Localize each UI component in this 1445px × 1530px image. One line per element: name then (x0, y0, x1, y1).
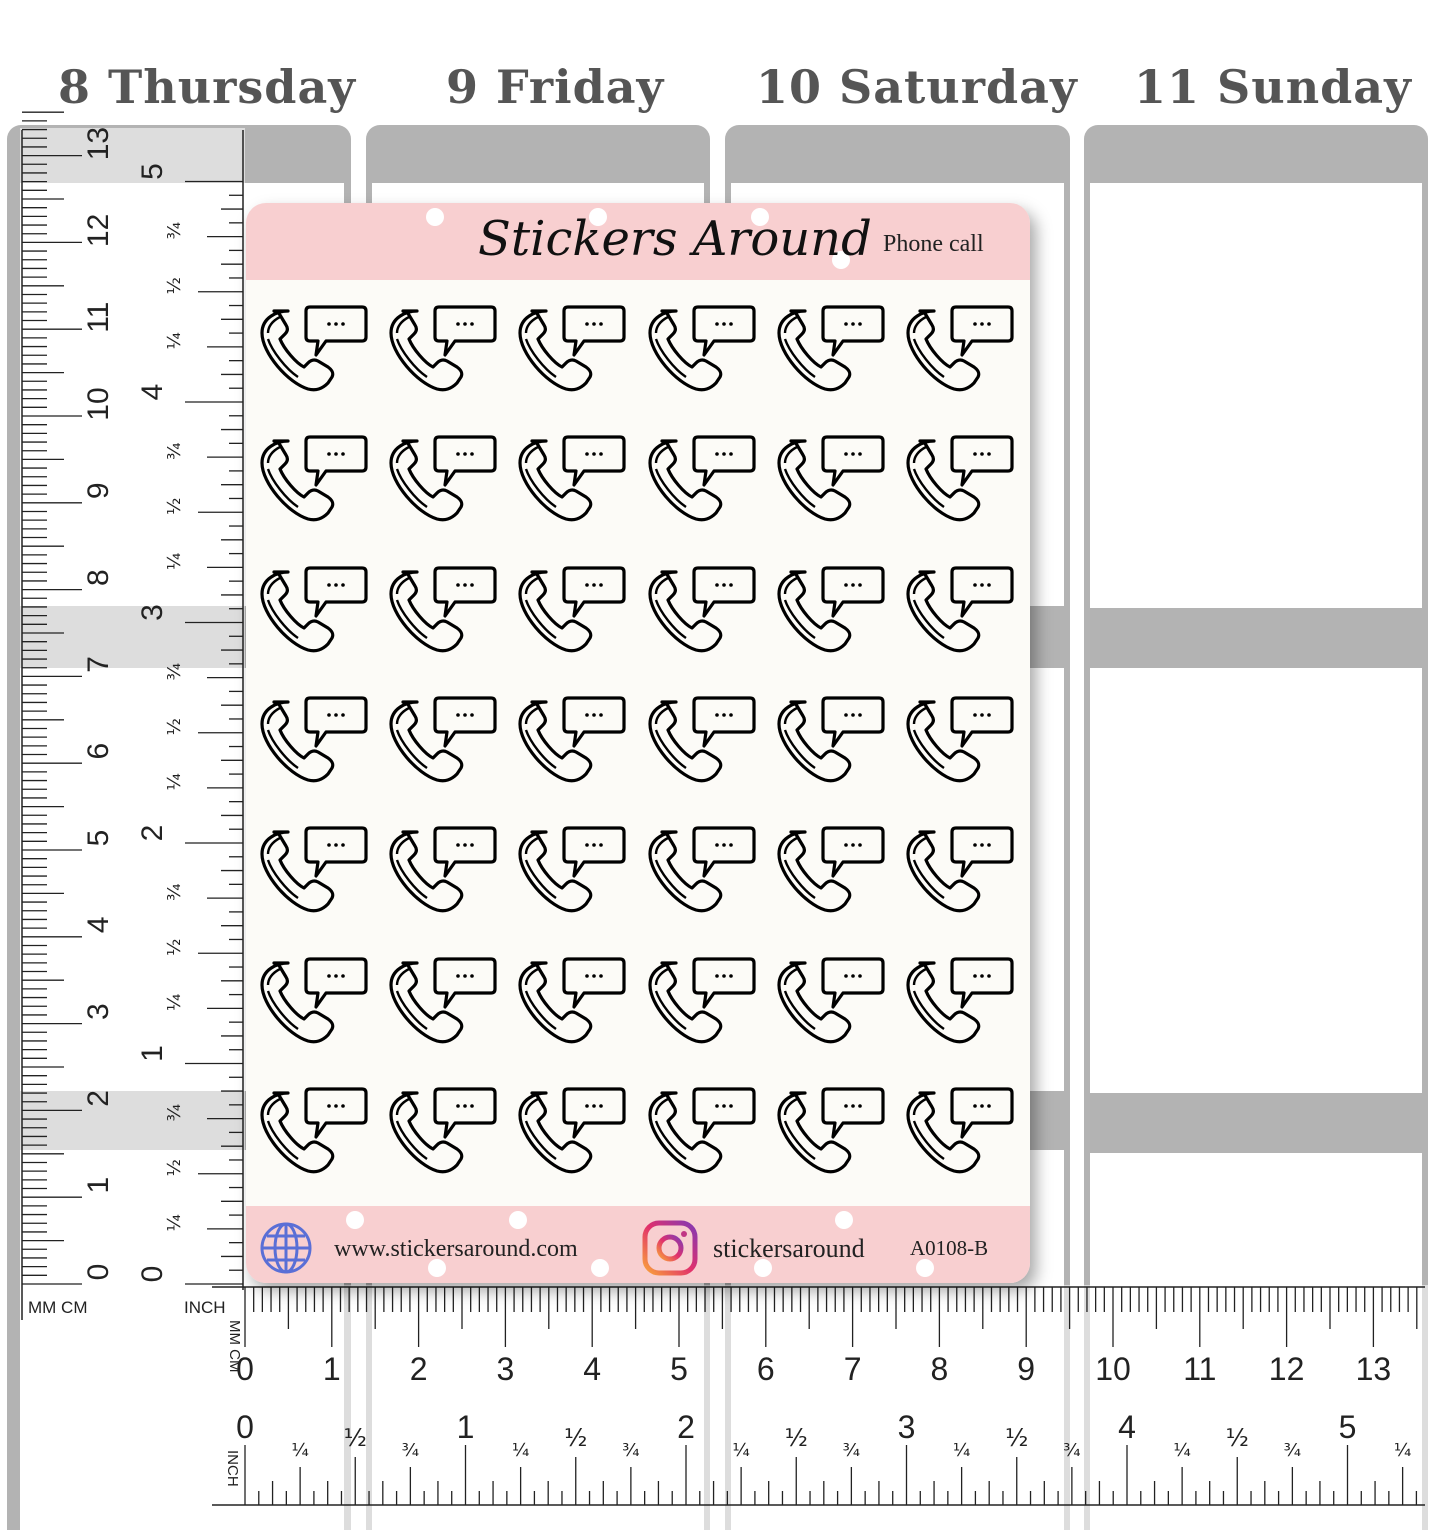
horizontal-unit-label: INCH (224, 1450, 241, 1487)
horizontal-inch-label: 2 (677, 1409, 695, 1445)
vertical-cm-label: 3 (82, 1003, 115, 1020)
instagram-handle[interactable]: stickersaround (713, 1234, 865, 1263)
phone-chat-icon (646, 824, 756, 919)
horizontal-cm-label: 7 (843, 1351, 862, 1387)
phone-chat-icon (904, 303, 1014, 398)
phone-chat-icon (646, 433, 756, 528)
vertical-unit-label: INCH (184, 1298, 226, 1317)
vertical-fraction-label: ¾ (164, 662, 185, 681)
phone-chat-icon (516, 433, 626, 528)
horizontal-ruler-body (212, 1285, 1432, 1530)
horizontal-cm-label: 10 (1095, 1351, 1131, 1387)
horizontal-cm-label: 11 (1183, 1351, 1217, 1387)
vertical-fraction-label: ½ (164, 497, 185, 515)
sheet-name: Phone call (883, 231, 984, 257)
phone-chat-icon (387, 564, 497, 659)
vertical-cm-label: 5 (82, 829, 115, 847)
footer-dot (916, 1259, 934, 1277)
vertical-inch-label: 2 (136, 824, 169, 842)
phone-chat-icon (646, 955, 756, 1050)
phone-chat-icon (387, 955, 497, 1050)
phone-chat-icon (258, 433, 368, 528)
vertical-cm-label: 0 (82, 1263, 115, 1281)
phone-chat-icon (646, 303, 756, 398)
horizontal-fraction-label: ¼ (732, 1440, 750, 1461)
horizontal-cm-label: 3 (496, 1351, 515, 1387)
globe-icon (258, 1220, 314, 1276)
vertical-cm-label: 1 (82, 1176, 115, 1194)
phone-chat-icon (258, 564, 368, 659)
horizontal-fraction-label: ¾ (622, 1440, 640, 1461)
vertical-fraction-label: ¼ (164, 552, 185, 571)
horizontal-fraction-label: ¾ (1063, 1440, 1081, 1461)
horizontal-cm-label: 12 (1268, 1351, 1305, 1387)
horizontal-cm-label: 9 (1017, 1351, 1036, 1387)
phone-chat-icon (775, 824, 885, 919)
horizontal-fraction-label: ¼ (1173, 1440, 1191, 1461)
horizontal-inch-label: 5 (1338, 1409, 1357, 1445)
vertical-inch-label: 3 (136, 604, 169, 621)
day-header-saturday: 10 Saturday (756, 60, 1078, 114)
horizontal-fraction-label: ½ (1005, 1424, 1029, 1452)
vertical-fraction-label: ¼ (164, 1214, 185, 1232)
horizontal-cm-label: 8 (930, 1351, 949, 1387)
phone-chat-icon (258, 303, 368, 398)
product-code: A0108-B (910, 1236, 989, 1260)
phone-chat-icon (646, 1085, 756, 1180)
horizontal-fraction-label: ¼ (511, 1440, 530, 1461)
phone-chat-icon (904, 824, 1014, 919)
phone-chat-icon (904, 564, 1014, 659)
vertical-fraction-label: ¼ (164, 993, 185, 1012)
vertical-inch-label: 4 (136, 383, 169, 401)
day-header-thursday: 8 Thursday (58, 60, 356, 114)
phone-chat-icon (258, 1085, 368, 1180)
horizontal-fraction-label: ¼ (952, 1440, 971, 1461)
vertical-fraction-label: ¾ (164, 883, 185, 901)
vertical-cm-label: 6 (82, 742, 115, 760)
vertical-fraction-label: ¼ (164, 773, 185, 791)
vertical-fraction-label: ¼ (164, 332, 185, 350)
horizontal-fraction-label: ¾ (1283, 1440, 1302, 1461)
horizontal-fraction-label: ¼ (291, 1440, 309, 1461)
phone-chat-icon (904, 433, 1014, 528)
phone-chat-icon (775, 1085, 885, 1180)
day-header-sunday: 11 Sunday (1134, 60, 1412, 114)
vertical-fraction-label: ½ (164, 938, 185, 956)
footer-dot (591, 1259, 609, 1277)
vertical-cm-label: 2 (82, 1090, 115, 1107)
phone-chat-icon (258, 694, 368, 789)
horizontal-fraction-label: ½ (1225, 1424, 1249, 1452)
sheet-footer (246, 1206, 1030, 1283)
website-url[interactable]: www.stickersaround.com (334, 1236, 578, 1262)
vertical-cm-label: 8 (82, 569, 115, 586)
vertical-fraction-label: ½ (164, 718, 185, 736)
vertical-cm-label: 11 (82, 301, 115, 333)
phone-chat-icon (387, 433, 497, 528)
phone-chat-icon (775, 564, 885, 659)
phone-chat-icon (646, 564, 756, 659)
vertical-ruler-body (20, 128, 245, 1288)
phone-chat-icon (387, 303, 497, 398)
footer-dot (835, 1211, 853, 1229)
horizontal-cm-label: 1 (322, 1351, 341, 1387)
horizontal-fraction-label: ½ (784, 1424, 808, 1452)
phone-chat-icon (904, 1085, 1014, 1180)
vertical-fraction-label: ½ (164, 1159, 185, 1177)
horizontal-fraction-label: ¼ (1393, 1440, 1412, 1461)
phone-chat-icon (516, 694, 626, 789)
vertical-cm-label: 13 (82, 126, 115, 161)
phone-chat-icon (387, 824, 497, 919)
vertical-cm-label: 12 (82, 213, 115, 248)
footer-dot (346, 1211, 364, 1229)
vertical-fraction-label: ¾ (164, 221, 185, 240)
horizontal-cm-label: 13 (1355, 1351, 1392, 1387)
vertical-fraction-label: ¾ (164, 1103, 185, 1122)
vertical-fraction-label: ½ (164, 277, 185, 295)
horizontal-fraction-label: ¾ (401, 1440, 420, 1461)
vertical-cm-label: 7 (82, 656, 115, 673)
vertical-cm-label: 4 (82, 916, 115, 934)
vertical-inch-label: 5 (136, 163, 169, 180)
footer-dot (509, 1211, 527, 1229)
brand-title: Stickers Around (478, 211, 872, 267)
phone-chat-icon (258, 955, 368, 1050)
phone-chat-icon (775, 433, 885, 528)
horizontal-unit-label: MM CM (226, 1320, 243, 1373)
phone-chat-icon (646, 694, 756, 789)
horizontal-cm-label: 5 (670, 1351, 688, 1387)
phone-chat-icon (775, 694, 885, 789)
phone-chat-icon (258, 824, 368, 919)
horizontal-inch-label: 0 (236, 1409, 254, 1445)
vertical-inch-label: 0 (136, 1265, 169, 1283)
sheet-header (246, 203, 1030, 280)
sticker-sheet (246, 203, 1030, 1283)
vertical-cm-label: 9 (82, 482, 115, 500)
phone-chat-icon (904, 955, 1014, 1050)
horizontal-fraction-label: ½ (564, 1424, 588, 1452)
phone-chat-icon (516, 303, 626, 398)
vertical-unit-label: MM CM (28, 1298, 88, 1317)
phone-chat-icon (387, 694, 497, 789)
phone-chat-icon (775, 955, 885, 1050)
horizontal-inch-label: 4 (1118, 1409, 1136, 1445)
vertical-cm-label: 10 (82, 387, 115, 421)
horizontal-cm-label: 2 (409, 1351, 428, 1387)
horizontal-inch-label: 3 (897, 1409, 916, 1445)
day-header-friday: 9 Friday (446, 60, 665, 114)
horizontal-cm-label: 0 (236, 1351, 254, 1387)
vertical-inch-label: 1 (136, 1045, 169, 1062)
vertical-fraction-label: ¾ (164, 442, 185, 460)
phone-chat-icon (516, 564, 626, 659)
horizontal-inch-label: 1 (456, 1409, 475, 1445)
phone-chat-icon (387, 1085, 497, 1180)
phone-chat-icon (516, 1085, 626, 1180)
instagram-icon (642, 1220, 698, 1276)
phone-chat-icon (516, 955, 626, 1050)
phone-chat-icon (904, 694, 1014, 789)
header-dot (426, 208, 444, 226)
horizontal-fraction-label: ½ (343, 1424, 367, 1452)
phone-chat-icon (775, 303, 885, 398)
horizontal-cm-label: 4 (583, 1351, 602, 1387)
phone-chat-icon (516, 824, 626, 919)
horizontal-fraction-label: ¾ (842, 1440, 861, 1461)
horizontal-cm-label: 6 (756, 1351, 775, 1387)
